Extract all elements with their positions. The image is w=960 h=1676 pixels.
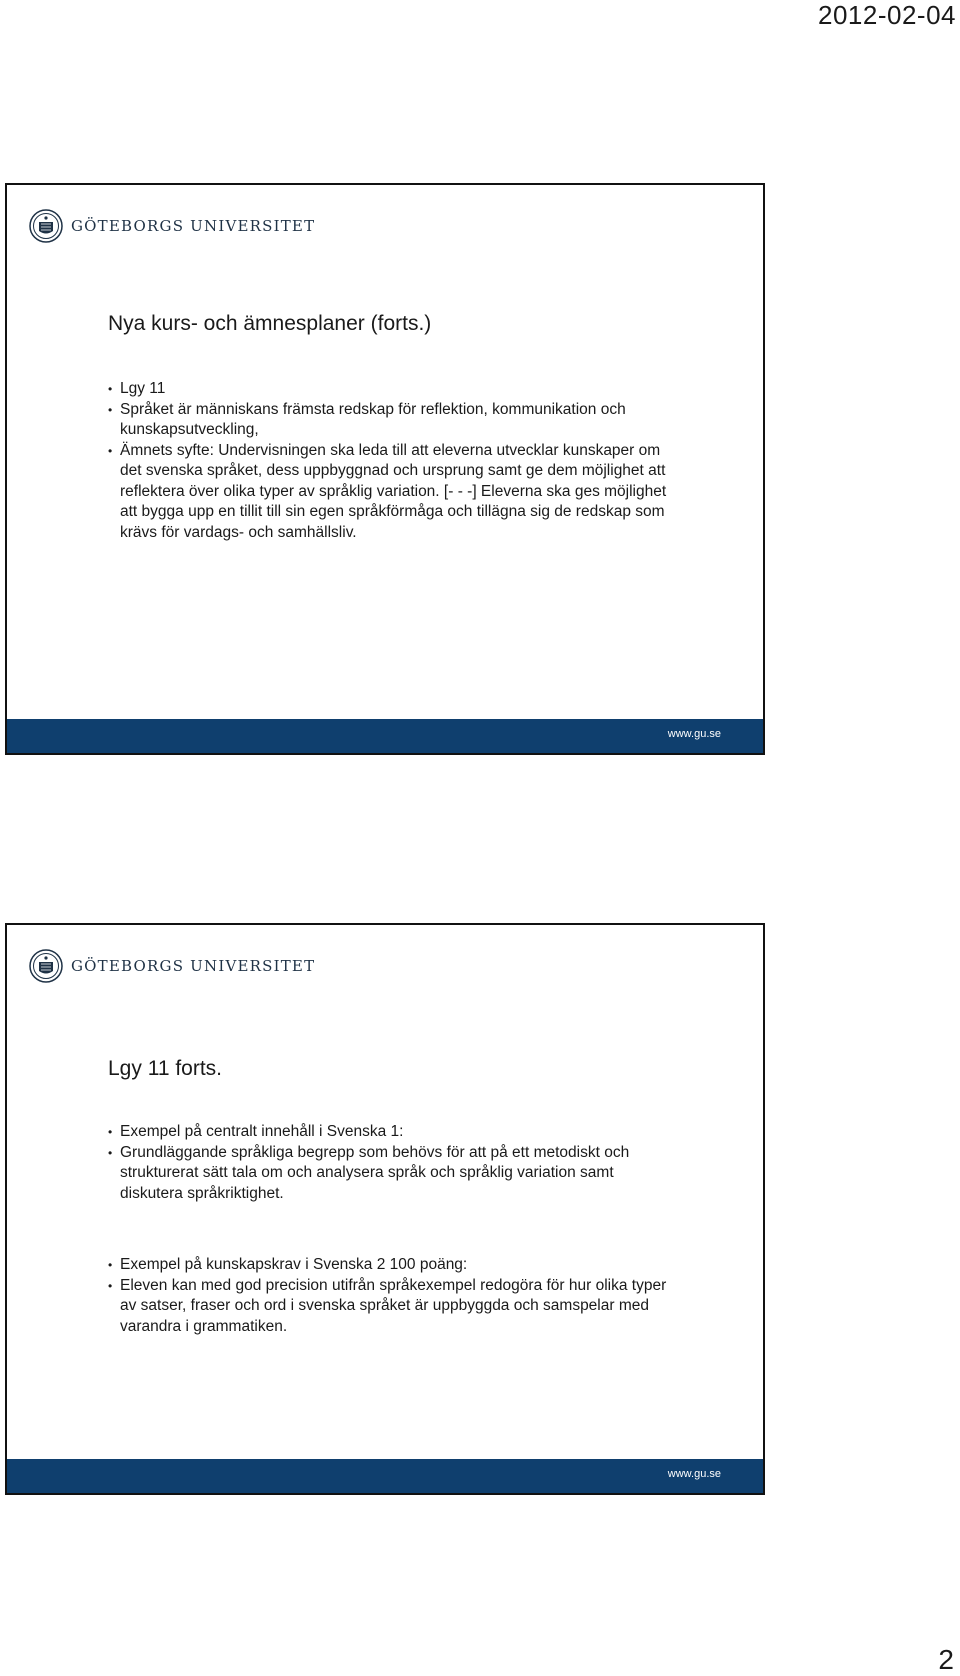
slide-1 <box>5 183 765 755</box>
university-seal-icon <box>29 949 63 983</box>
page-date: 2012-02-04 <box>818 0 956 30</box>
list-item: • Ämnets syfte: Undervisningen ska leda till att eleverna utvecklar kunskaper om det svenska språket, dess uppbyggnad och ursprung samt ge dem möjlighet att reflektera över olika typer av språklig variation. [- - -] Eleverna ska ges möjlighet att bygga upp en tillit till sin egen språkförmåga och tillägna sig de redskap som krävs för vardags- och samhällsliv. <box>108 441 668 544</box>
bullet-list <box>108 1122 668 1204</box>
slide-title: Lgy 11 forts. <box>108 1057 223 1080</box>
page-number: 2 <box>938 1644 954 1675</box>
university-logo <box>29 947 315 985</box>
list-item: • Grundläggande språkliga begrepp som behövs för att på ett metodiskt och strukturerat sätt tala om och analysera språk och språklig variation samt diskutera språkriktighet. <box>108 1143 668 1205</box>
list-item: • Exempel på kunskapskrav i Svenska 2 100 poäng: <box>108 1255 668 1276</box>
slide-2 <box>5 923 765 1495</box>
footer-url: www.gu.se <box>667 728 721 740</box>
slide-title: Nya kurs- och ämnesplaner (forts.) <box>108 312 432 335</box>
bullet-list <box>108 379 668 543</box>
university-name: GÖTEBORGS UNIVERSITET <box>71 957 316 975</box>
footer-bar <box>7 719 763 753</box>
list-item: • Språket är människans främsta redskap för reflektion, kommunikation och kunskapsutveckling, <box>108 400 668 441</box>
university-logo <box>29 207 315 245</box>
footer-bar <box>7 1459 763 1493</box>
university-seal-icon <box>29 209 63 243</box>
footer-url: www.gu.se <box>667 1468 721 1480</box>
bullet-list <box>108 1255 668 1337</box>
university-name: GÖTEBORGS UNIVERSITET <box>71 217 316 235</box>
list-item: • Exempel på centralt innehåll i Svenska 1: <box>108 1122 668 1143</box>
list-item: • Lgy 11 <box>108 379 668 400</box>
list-item: • Eleven kan med god precision utifrån språkexempel redogöra för hur olika typer av satser, fraser och ord i svenska språket är uppbyggda och samspelar med varandra i grammatiken. <box>108 1276 668 1338</box>
